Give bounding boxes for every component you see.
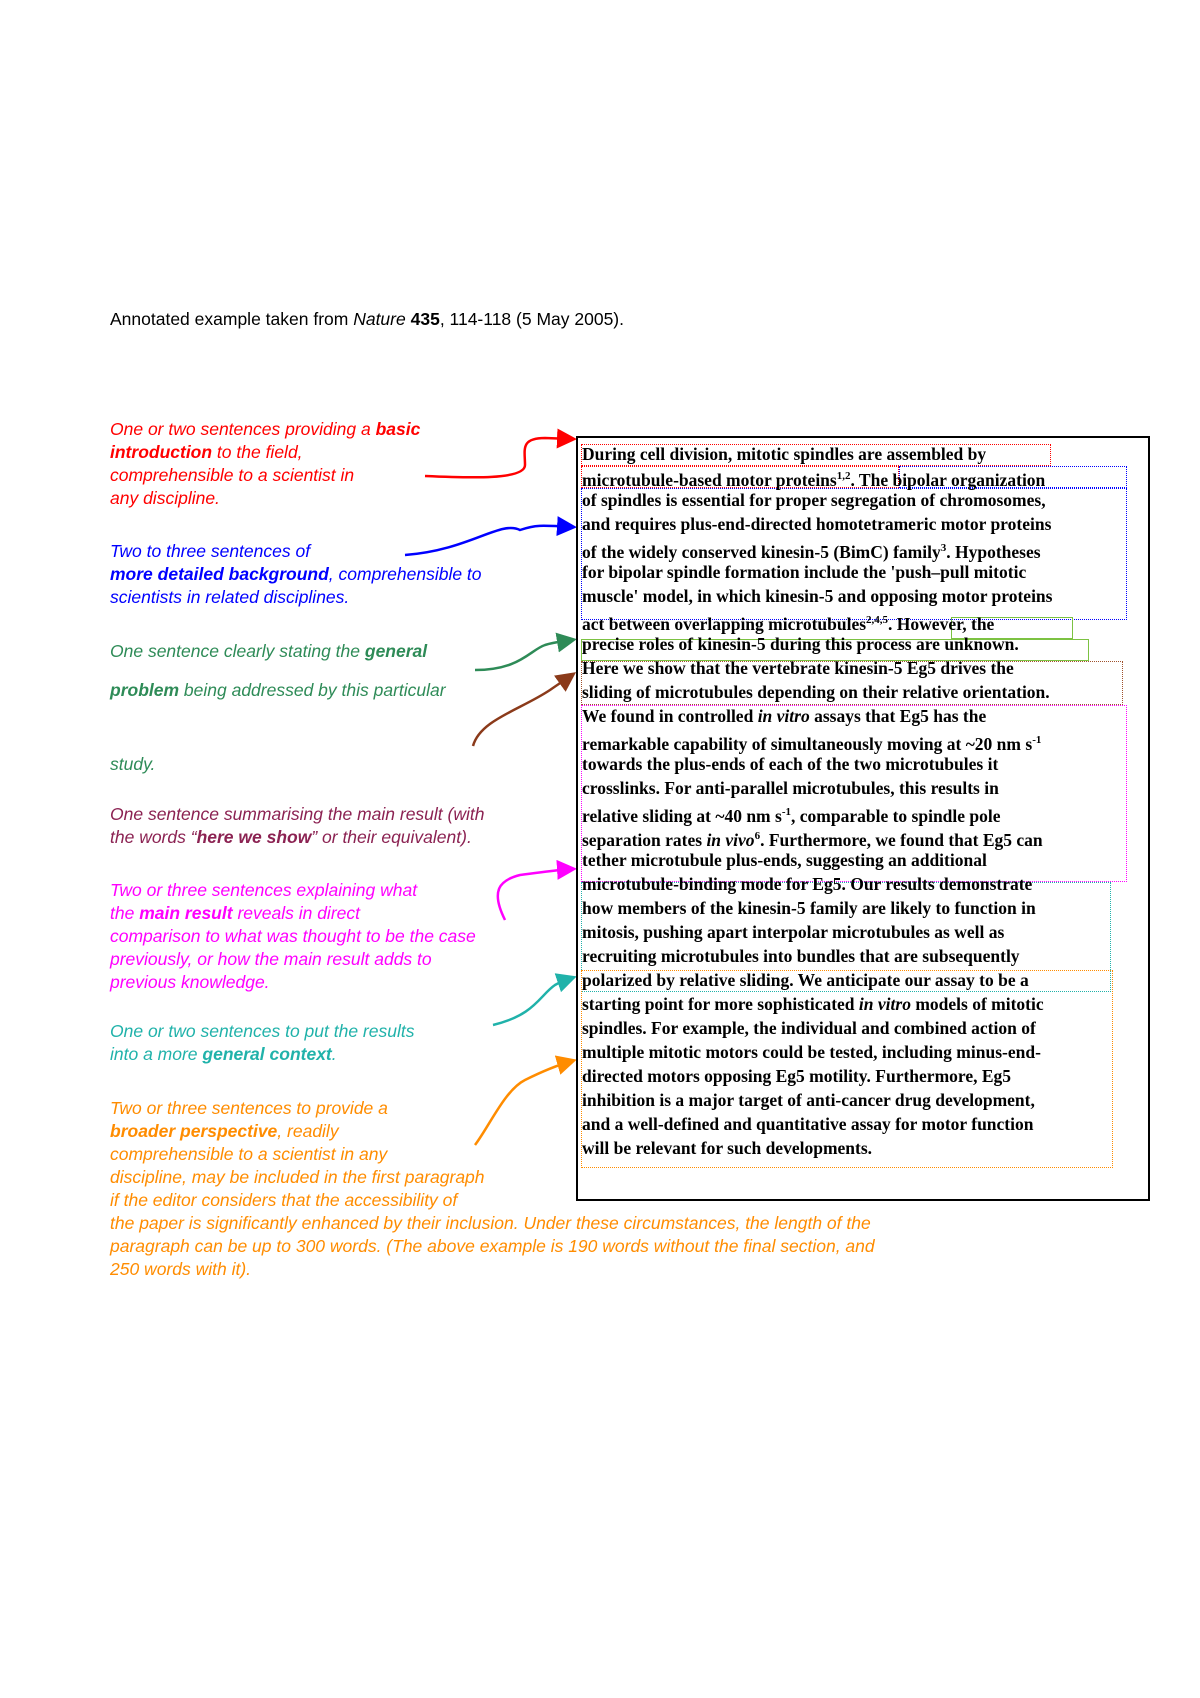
ann-text: , comprehensible to: [328, 564, 482, 584]
abstract-text: We found in controlled: [582, 706, 758, 726]
abstract-line: will be relevant for such developments.: [582, 1138, 873, 1158]
abstract-line: how members of the kinesin-5 family are likely to function in: [582, 898, 1036, 918]
superscript: -1: [1032, 734, 1042, 746]
source-suffix: , 114-118 (5 May 2005).: [439, 309, 624, 329]
annotation-problem: [110, 640, 446, 776]
annotation-main-result-explained: [110, 879, 476, 994]
ann-keyword: general: [364, 641, 428, 661]
abstract-line: sliding of microtubules depending on their relative orientation.: [582, 682, 1050, 702]
abstract-line: tether microtubule plus-ends, suggesting an additional: [582, 850, 987, 870]
abstract-line: mitosis, pushing apart interpolar microtubules as well as: [582, 922, 1005, 942]
abstract-line: crosslinks. For anti-parallel microtubules, this results in: [582, 778, 999, 798]
abstract-text: Our results demonstrate: [845, 874, 1033, 894]
abstract-line: During cell division, mitotic spindles are assembled by: [582, 444, 987, 464]
ann-text: ” or their equivalent).: [311, 827, 472, 847]
ann-text: Two or three sentences explaining what: [110, 880, 418, 900]
ann-text: paragraph can be up to 300 words. (The above example is 190 words without the final section, and: [110, 1236, 875, 1256]
ann-text: Two to three sentences of: [110, 541, 311, 561]
abstract-line: and requires plus-end-directed homotetrameric motor proteins: [582, 514, 1052, 534]
ann-keyword: more detailed background: [110, 564, 329, 584]
ann-text: comparison to what was thought to be the case: [110, 926, 476, 946]
abstract-line: of spindles is essential for proper segregation of chromosomes,: [582, 490, 1046, 510]
ann-text: scientists in related disciplines.: [110, 587, 350, 607]
annotation-basic-intro: [110, 418, 420, 510]
ann-keyword: broader perspective: [110, 1121, 278, 1141]
abstract-italic: in vivo: [706, 829, 755, 850]
arrow-problem: [475, 640, 572, 670]
abstract-text: microtubule-binding mode for Eg5.: [582, 874, 846, 894]
ann-text: the paper is significantly enhanced by their inclusion. Under these circumstances, the length of the: [110, 1213, 871, 1233]
abstract-text: models of mitotic: [910, 994, 1044, 1014]
ann-keyword: problem: [110, 680, 180, 700]
abstract-text: , comparable to spindle pole: [791, 805, 1001, 826]
abstract-text: .: [888, 613, 893, 634]
ann-text: One sentence summarising the main result (with: [110, 804, 485, 824]
abstract-text: . Hypotheses: [946, 541, 1041, 562]
ann-text: study.: [110, 754, 156, 774]
annotation-main-result: [110, 803, 484, 849]
abstract-line: [582, 730, 1041, 755]
annotation-general-context: [110, 1020, 414, 1066]
abstract-line: [582, 466, 1045, 491]
abstract-text: remarkable capability of simultaneously moving at ~20 nm s: [582, 733, 1033, 754]
abstract-line: Here we show that the vertebrate kinesin-5 Eg5 drives the: [582, 658, 1014, 678]
abstract-line: [582, 706, 986, 727]
abstract-line: muscle' model, in which kinesin-5 and opposing motor proteins: [582, 586, 1053, 606]
citation-ref: 2,4,5: [866, 614, 889, 626]
abstract-line: precise roles of kinesin-5 during this process are unknown.: [582, 634, 1019, 654]
abstract-line: towards the plus-ends of each of the two microtubules it: [582, 754, 999, 774]
annotation-background: [110, 540, 482, 609]
abstract-line: [582, 874, 1032, 895]
abstract-text: polarized by relative sliding.: [582, 970, 794, 990]
ann-keyword: here we show: [196, 827, 312, 847]
abstract-text: microtubule-based motor proteins: [582, 469, 837, 490]
abstract-line: [582, 994, 1044, 1015]
abstract-line: recruiting microtubules into bundles that are subsequently: [582, 946, 1020, 966]
abstract-text: However, the: [892, 613, 995, 634]
abstract-text: . The bipolar organization: [850, 469, 1046, 490]
ann-text: discipline, may be included in the first paragraph: [110, 1167, 485, 1187]
ann-text: to the field,: [212, 442, 303, 462]
ann-text: One sentence clearly stating the: [110, 641, 365, 661]
ann-text: previous knowledge.: [110, 972, 270, 992]
abstract-text: . Furthermore, we found that Eg5 can: [760, 829, 1043, 850]
abstract-text: separation rates: [582, 829, 707, 850]
superscript: -1: [781, 806, 791, 818]
ann-text: any discipline.: [110, 488, 220, 508]
abstract-text: relative sliding at ~40 nm s: [582, 805, 782, 826]
ann-text: the words “: [110, 827, 197, 847]
abstract-line: [582, 610, 994, 635]
citation-ref: 1,2: [836, 470, 851, 482]
abstract-line: [582, 802, 1001, 827]
ann-keyword: introduction: [110, 442, 213, 462]
citation-ref: 6: [754, 830, 761, 842]
abstract-line: inhibition is a major target of anti-cancer drug development,: [582, 1090, 1035, 1110]
ann-text: into a more: [110, 1044, 203, 1064]
ann-keyword: basic: [375, 419, 421, 439]
abstract-text: starting point for more sophisticated: [582, 994, 859, 1014]
ann-text: being addressed by this particular: [179, 680, 446, 700]
arrow-basic-intro: [425, 438, 572, 477]
abstract-text: We anticipate our assay to be a: [793, 970, 1029, 990]
ann-text: comprehensible to a scientist in any: [110, 1144, 388, 1164]
abstract-line: multiple mitotic motors could be tested, including minus-end-: [582, 1042, 1041, 1062]
abstract-text: of the widely conserved kinesin-5 (BimC) family: [582, 541, 941, 562]
arrow-context: [493, 978, 572, 1025]
ann-text: the: [110, 903, 140, 923]
abstract-text: act between overlapping microtubules: [582, 613, 867, 634]
ann-keyword: main result: [139, 903, 233, 923]
arrow-explained: [498, 869, 572, 920]
ann-text: reveals in direct: [232, 903, 360, 923]
ann-text: 250 words with it).: [110, 1259, 252, 1279]
ann-text: Two or three sentences to provide a: [110, 1098, 388, 1118]
abstract-line: and a well-defined and quantitative assay for motor function: [582, 1114, 1034, 1134]
abstract-line: for bipolar spindle formation include the 'push–pull mitotic: [582, 562, 1027, 582]
ann-text: comprehensible to a scientist in: [110, 465, 355, 485]
source-volume: 435: [410, 309, 440, 329]
citation-ref: 3: [940, 542, 947, 554]
ann-keyword: general context: [202, 1044, 332, 1064]
abstract-line: directed motors opposing Eg5 motility. Furthermore, Eg5: [582, 1066, 1012, 1086]
abstract-line: [582, 826, 1043, 851]
ann-text: One or two sentences to put the results: [110, 1021, 415, 1041]
abstract-text: assays that Eg5 has the: [809, 706, 987, 726]
ann-text: , readily: [277, 1121, 339, 1141]
abstract-italic: in vitro: [858, 994, 911, 1014]
arrow-main-result: [473, 675, 572, 746]
ann-text: previously, or how the main result adds to: [110, 949, 432, 969]
ann-text: .: [331, 1044, 337, 1064]
ann-text: if the editor considers that the accessibility of: [110, 1190, 458, 1210]
source-prefix: Annotated example taken from: [110, 309, 354, 329]
abstract-italic: in vitro: [757, 706, 810, 726]
ann-text: One or two sentences providing a: [110, 419, 376, 439]
abstract-line: spindles. For example, the individual and combined action of: [582, 1018, 1036, 1038]
source-journal: Nature: [353, 309, 406, 329]
abstract-line: [582, 538, 1041, 563]
abstract-line: [582, 970, 1029, 991]
